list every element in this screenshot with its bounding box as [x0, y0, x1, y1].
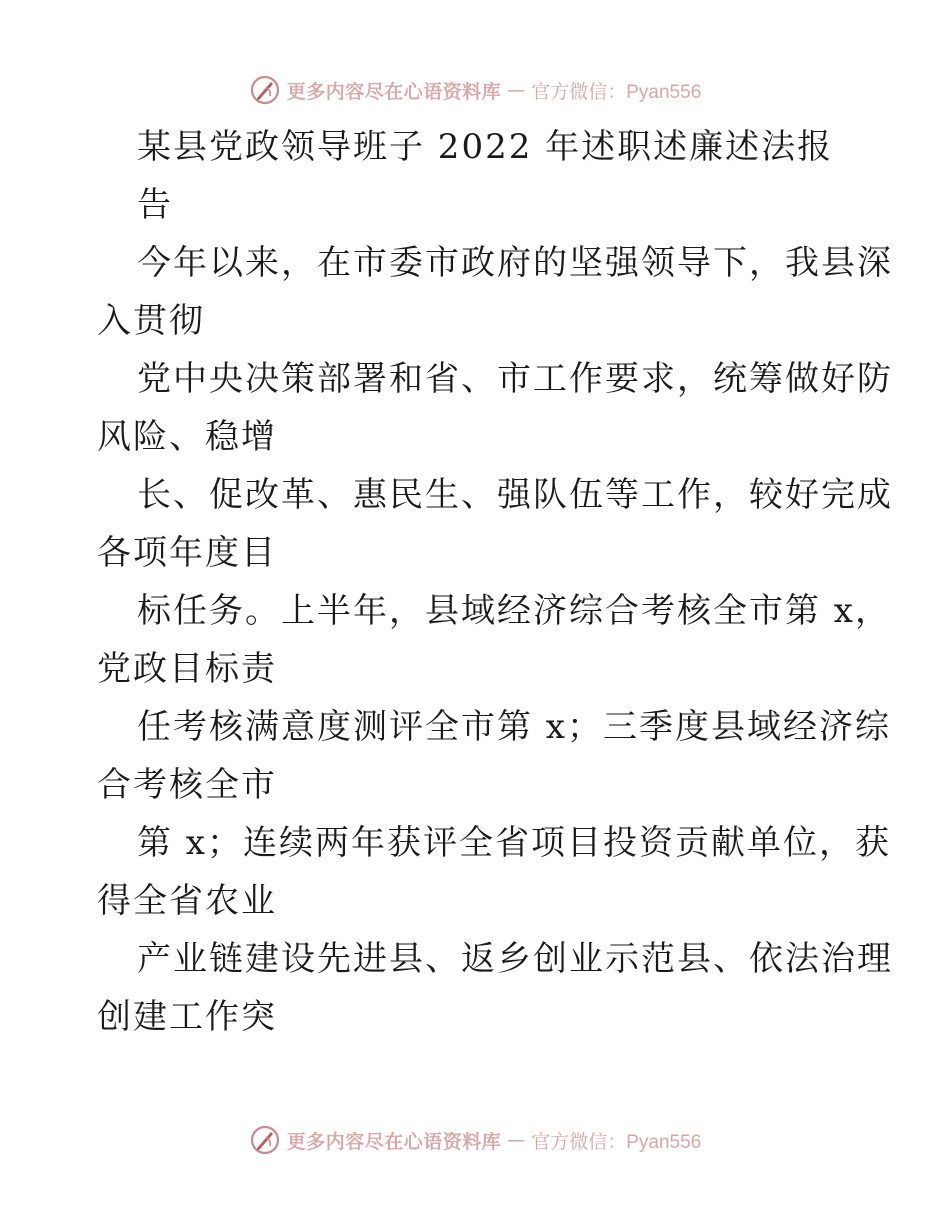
- doc-text-line: 今年以来，在市委市政府的坚强领导下，我县深: [137, 243, 893, 283]
- doc-text-line: 入贯彻: [97, 301, 205, 341]
- watermark-brand: 更多内容尽在心语资料库: [286, 1130, 502, 1153]
- doc-text-line: 长、促改革、惠民生、强队伍等工作，较好完成: [137, 475, 893, 515]
- doc-text-line: 第 x；连续两年获评全省项目投资贡献单位，获: [137, 823, 891, 863]
- quill-pen-logo-icon: [249, 1124, 281, 1156]
- doc-text-line: 任考核满意度测评全市第 x；三季度县域经济综: [137, 707, 891, 747]
- document-body: [97, 118, 893, 1046]
- header-watermark: [0, 70, 950, 110]
- doc-text-line: 创建工作突: [97, 997, 277, 1037]
- doc-text-line: 标任务。上半年，县域经济综合考核全市第 x，: [137, 591, 891, 631]
- watermark-separator: —: [507, 79, 526, 101]
- doc-title-line-1: 某县党政领导班子 2022 年述职述廉述法报: [137, 127, 834, 167]
- quill-pen-logo-icon: [249, 74, 281, 106]
- doc-text-line: 党政目标责: [97, 649, 277, 689]
- watermark-contact: 官方微信：Pyan556: [531, 81, 702, 103]
- footer-watermark: [0, 1120, 950, 1160]
- watermark-separator: —: [507, 1129, 526, 1151]
- doc-text-line: 党中央决策部署和省、市工作要求，统筹做好防: [137, 359, 893, 399]
- watermark-contact: 官方微信：Pyan556: [531, 1131, 702, 1153]
- doc-text-line: 产业链建设先进县、返乡创业示范县、依法治理: [137, 939, 893, 979]
- doc-title-line-2: 告: [137, 185, 173, 225]
- watermark-brand: 更多内容尽在心语资料库: [286, 80, 502, 103]
- doc-text-line: 各项年度目: [97, 533, 277, 573]
- doc-text-line: 风险、稳增: [97, 417, 277, 457]
- doc-text-line: 合考核全市: [97, 765, 277, 805]
- doc-text-line: 得全省农业: [97, 881, 277, 921]
